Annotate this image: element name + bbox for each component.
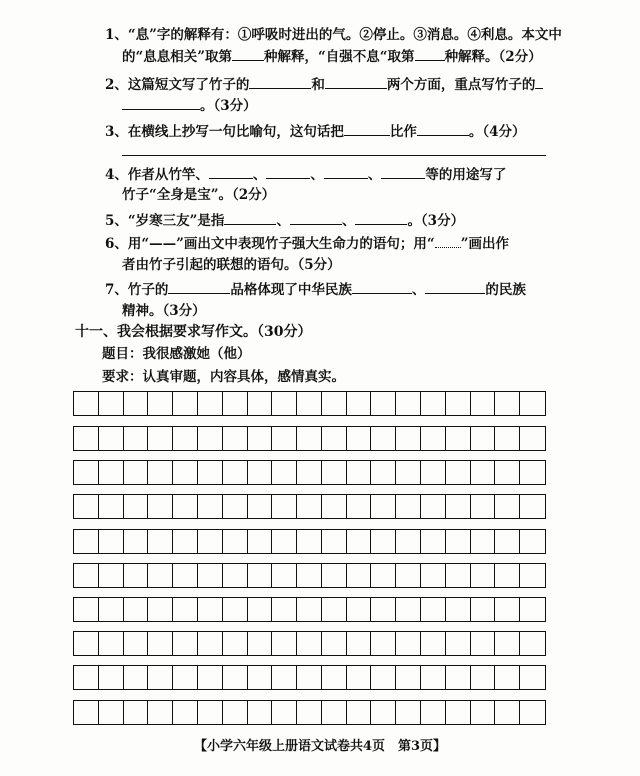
answer-blank[interactable] bbox=[249, 75, 311, 89]
grid-cell[interactable] bbox=[223, 427, 248, 450]
grid-cell[interactable] bbox=[520, 564, 545, 587]
answer-blank[interactable] bbox=[122, 96, 200, 110]
grid-row bbox=[73, 631, 546, 656]
grid-cell[interactable] bbox=[371, 427, 396, 450]
grid-row bbox=[73, 460, 546, 485]
grid-cell[interactable] bbox=[248, 392, 273, 415]
grid-cell[interactable] bbox=[198, 701, 223, 724]
question-1-line2: 的“息息相关”取第 种解释，“自强不息“取第 种解释。（2分） bbox=[122, 49, 542, 65]
grid-cell[interactable] bbox=[446, 598, 471, 621]
grid-cell[interactable] bbox=[124, 598, 149, 621]
grid-cell[interactable] bbox=[495, 701, 520, 724]
grid-cell[interactable] bbox=[471, 701, 496, 724]
grid-cell[interactable] bbox=[471, 666, 496, 689]
grid-cell[interactable] bbox=[124, 427, 149, 450]
grid-cell[interactable] bbox=[446, 530, 471, 553]
grid-cell[interactable] bbox=[297, 632, 322, 655]
grid-cell[interactable] bbox=[124, 632, 149, 655]
grid-cell[interactable] bbox=[471, 564, 496, 587]
grid-cell[interactable] bbox=[198, 598, 223, 621]
page-footer: 【小学六年级上册语文试卷共4页 第3页】 bbox=[193, 739, 447, 754]
grid-cell[interactable] bbox=[297, 427, 322, 450]
grid-cell[interactable] bbox=[520, 701, 545, 724]
grid-cell[interactable] bbox=[198, 530, 223, 553]
grid-cell[interactable] bbox=[446, 495, 471, 518]
grid-cell[interactable] bbox=[446, 461, 471, 484]
grid-cell[interactable] bbox=[99, 427, 124, 450]
answer-blank[interactable] bbox=[324, 165, 368, 179]
grid-cell[interactable] bbox=[297, 701, 322, 724]
grid-cell[interactable] bbox=[99, 701, 124, 724]
grid-cell[interactable] bbox=[396, 632, 421, 655]
grid-cell[interactable] bbox=[396, 461, 421, 484]
grid-cell[interactable] bbox=[347, 427, 372, 450]
grid-cell[interactable] bbox=[173, 427, 198, 450]
essay-requirement: 要求：认真审题，内容具体，感情真实。 bbox=[102, 369, 345, 385]
question-7-line1: 7、竹子的 品格体现了中华民族 、 的民族 bbox=[105, 282, 526, 298]
section-11-heading: 十一、我会根据要求写作文。（30分） bbox=[75, 324, 312, 340]
grid-cell[interactable] bbox=[272, 495, 297, 518]
grid-cell[interactable] bbox=[322, 427, 347, 450]
grid-cell[interactable] bbox=[421, 598, 446, 621]
grid-cell[interactable] bbox=[148, 530, 173, 553]
grid-cell[interactable] bbox=[446, 701, 471, 724]
grid-cell[interactable] bbox=[173, 495, 198, 518]
grid-cell[interactable] bbox=[99, 461, 124, 484]
grid-cell[interactable] bbox=[371, 666, 396, 689]
question-2-line1: 2、这篇短文写了竹子的 和 两个方面，重点写竹子的 bbox=[105, 75, 543, 94]
grid-cell[interactable] bbox=[495, 632, 520, 655]
answer-blank[interactable] bbox=[344, 122, 390, 136]
grid-cell[interactable] bbox=[173, 632, 198, 655]
answer-blank[interactable] bbox=[209, 165, 253, 179]
question-4-line2: 竹子“全身是宝”。（2分） bbox=[122, 187, 276, 203]
grid-cell[interactable] bbox=[347, 564, 372, 587]
grid-cell[interactable] bbox=[520, 530, 545, 553]
grid-cell[interactable] bbox=[74, 564, 99, 587]
grid-cell[interactable] bbox=[223, 392, 248, 415]
grid-cell[interactable] bbox=[148, 495, 173, 518]
grid-cell[interactable] bbox=[99, 598, 124, 621]
grid-cell[interactable] bbox=[99, 495, 124, 518]
grid-cell[interactable] bbox=[124, 495, 149, 518]
grid-cell[interactable] bbox=[396, 392, 421, 415]
grid-cell[interactable] bbox=[371, 530, 396, 553]
question-6-line1: 6、用“——”画出文中表现竹子强大生命力的语句；用“ ”画出作 bbox=[105, 236, 509, 252]
grid-cell[interactable] bbox=[198, 427, 223, 450]
grid-cell[interactable] bbox=[99, 666, 124, 689]
grid-row bbox=[73, 597, 546, 622]
grid-cell[interactable] bbox=[198, 495, 223, 518]
answer-blank[interactable] bbox=[266, 165, 310, 179]
grid-cell[interactable] bbox=[396, 495, 421, 518]
grid-cell[interactable] bbox=[148, 564, 173, 587]
grid-cell[interactable] bbox=[223, 530, 248, 553]
grid-cell[interactable] bbox=[297, 530, 322, 553]
grid-cell[interactable] bbox=[520, 392, 545, 415]
grid-row bbox=[73, 426, 546, 451]
answer-blank[interactable] bbox=[325, 75, 387, 89]
grid-row bbox=[73, 700, 546, 725]
question-5-line1: 5、“岁寒三友”是指 、 、 。（3分） bbox=[105, 213, 465, 229]
grid-cell[interactable] bbox=[248, 461, 273, 484]
question-4-line1: 4、作者从竹竿、 、 、 、 等的用途写了 bbox=[105, 167, 507, 183]
grid-cell[interactable] bbox=[471, 461, 496, 484]
grid-row bbox=[73, 529, 546, 554]
grid-cell[interactable] bbox=[371, 701, 396, 724]
grid-cell[interactable] bbox=[347, 392, 372, 415]
grid-cell[interactable] bbox=[272, 666, 297, 689]
grid-cell[interactable] bbox=[297, 564, 322, 587]
grid-cell[interactable] bbox=[396, 701, 421, 724]
grid-cell[interactable] bbox=[124, 392, 149, 415]
grid-cell[interactable] bbox=[74, 495, 99, 518]
grid-cell[interactable] bbox=[148, 461, 173, 484]
grid-cell[interactable] bbox=[223, 598, 248, 621]
essay-topic: 题目：我很感激她（他） bbox=[102, 346, 251, 362]
grid-cell[interactable] bbox=[198, 632, 223, 655]
grid-cell[interactable] bbox=[371, 495, 396, 518]
grid-cell[interactable] bbox=[99, 632, 124, 655]
grid-cell[interactable] bbox=[272, 564, 297, 587]
grid-cell[interactable] bbox=[74, 461, 99, 484]
grid-cell[interactable] bbox=[173, 564, 198, 587]
grid-cell[interactable] bbox=[371, 392, 396, 415]
grid-cell[interactable] bbox=[248, 564, 273, 587]
grid-cell[interactable] bbox=[347, 666, 372, 689]
grid-cell[interactable] bbox=[223, 701, 248, 724]
grid-cell[interactable] bbox=[322, 598, 347, 621]
grid-cell[interactable] bbox=[272, 461, 297, 484]
grid-cell[interactable] bbox=[272, 392, 297, 415]
grid-cell[interactable] bbox=[371, 461, 396, 484]
grid-cell[interactable] bbox=[124, 701, 149, 724]
grid-cell[interactable] bbox=[322, 632, 347, 655]
grid-cell[interactable] bbox=[297, 461, 322, 484]
grid-cell[interactable] bbox=[74, 632, 99, 655]
answer-blank[interactable] bbox=[425, 280, 485, 294]
grid-cell[interactable] bbox=[471, 392, 496, 415]
grid-cell[interactable] bbox=[173, 701, 198, 724]
grid-cell[interactable] bbox=[223, 495, 248, 518]
grid-cell[interactable] bbox=[322, 564, 347, 587]
question-2-line2: 。（3分） bbox=[122, 96, 257, 115]
grid-cell[interactable] bbox=[297, 666, 322, 689]
grid-cell[interactable] bbox=[248, 632, 273, 655]
grid-cell[interactable] bbox=[173, 530, 198, 553]
grid-cell[interactable] bbox=[198, 666, 223, 689]
grid-cell[interactable] bbox=[347, 495, 372, 518]
grid-cell[interactable] bbox=[148, 598, 173, 621]
grid-cell[interactable] bbox=[248, 598, 273, 621]
grid-cell[interactable] bbox=[74, 598, 99, 621]
answer-line[interactable] bbox=[122, 155, 546, 156]
grid-cell[interactable] bbox=[297, 598, 322, 621]
grid-cell[interactable] bbox=[396, 427, 421, 450]
grid-cell[interactable] bbox=[223, 564, 248, 587]
grid-cell[interactable] bbox=[124, 461, 149, 484]
grid-cell[interactable] bbox=[248, 530, 273, 553]
grid-cell[interactable] bbox=[272, 701, 297, 724]
grid-cell[interactable] bbox=[272, 530, 297, 553]
grid-cell[interactable] bbox=[396, 564, 421, 587]
answer-blank[interactable] bbox=[415, 47, 445, 61]
grid-cell[interactable] bbox=[148, 392, 173, 415]
grid-cell[interactable] bbox=[371, 564, 396, 587]
grid-cell[interactable] bbox=[396, 530, 421, 553]
grid-cell[interactable] bbox=[148, 427, 173, 450]
grid-cell[interactable] bbox=[495, 530, 520, 553]
grid-cell[interactable] bbox=[322, 701, 347, 724]
question-6-line2: 者由竹子引起的联想的语句。（5分） bbox=[122, 257, 341, 273]
grid-cell[interactable] bbox=[471, 495, 496, 518]
grid-cell[interactable] bbox=[446, 564, 471, 587]
grid-cell[interactable] bbox=[421, 666, 446, 689]
grid-cell[interactable] bbox=[421, 632, 446, 655]
grid-row bbox=[73, 665, 546, 690]
grid-cell[interactable] bbox=[74, 392, 99, 415]
grid-cell[interactable] bbox=[495, 564, 520, 587]
grid-cell[interactable] bbox=[520, 598, 545, 621]
grid-cell[interactable] bbox=[421, 495, 446, 518]
grid-cell[interactable] bbox=[248, 666, 273, 689]
grid-cell[interactable] bbox=[322, 530, 347, 553]
answer-blank[interactable] bbox=[355, 211, 407, 225]
grid-cell[interactable] bbox=[248, 427, 273, 450]
grid-cell[interactable] bbox=[297, 495, 322, 518]
grid-cell[interactable] bbox=[124, 564, 149, 587]
grid-cell[interactable] bbox=[173, 666, 198, 689]
grid-cell[interactable] bbox=[198, 461, 223, 484]
grid-cell[interactable] bbox=[396, 598, 421, 621]
grid-cell[interactable] bbox=[371, 598, 396, 621]
grid-cell[interactable] bbox=[148, 701, 173, 724]
grid-cell[interactable] bbox=[396, 666, 421, 689]
answer-blank[interactable] bbox=[417, 122, 469, 136]
grid-cell[interactable] bbox=[495, 598, 520, 621]
answer-blank[interactable] bbox=[381, 165, 425, 179]
grid-cell[interactable] bbox=[421, 392, 446, 415]
wavy-underline-mark bbox=[435, 237, 461, 248]
grid-cell[interactable] bbox=[74, 427, 99, 450]
grid-cell[interactable] bbox=[347, 461, 372, 484]
grid-cell[interactable] bbox=[520, 632, 545, 655]
grid-cell[interactable] bbox=[471, 427, 496, 450]
grid-cell[interactable] bbox=[74, 530, 99, 553]
grid-cell[interactable] bbox=[173, 461, 198, 484]
grid-cell[interactable] bbox=[124, 530, 149, 553]
grid-cell[interactable] bbox=[495, 461, 520, 484]
grid-cell[interactable] bbox=[421, 564, 446, 587]
grid-cell[interactable] bbox=[173, 392, 198, 415]
grid-cell[interactable] bbox=[99, 564, 124, 587]
grid-cell[interactable] bbox=[520, 666, 545, 689]
grid-cell[interactable] bbox=[471, 530, 496, 553]
question-3-line1: 3、在横线上抄写一句比喻句，这句话把 比作 。（4分） bbox=[105, 124, 526, 140]
grid-cell[interactable] bbox=[74, 666, 99, 689]
grid-cell[interactable] bbox=[495, 495, 520, 518]
grid-cell[interactable] bbox=[446, 666, 471, 689]
grid-cell[interactable] bbox=[347, 701, 372, 724]
grid-cell[interactable] bbox=[421, 701, 446, 724]
grid-cell[interactable] bbox=[223, 461, 248, 484]
grid-cell[interactable] bbox=[520, 427, 545, 450]
grid-cell[interactable] bbox=[272, 632, 297, 655]
answer-blank[interactable] bbox=[535, 75, 543, 89]
grid-cell[interactable] bbox=[297, 392, 322, 415]
grid-cell[interactable] bbox=[99, 530, 124, 553]
grid-cell[interactable] bbox=[173, 598, 198, 621]
grid-cell[interactable] bbox=[446, 427, 471, 450]
answer-blank[interactable] bbox=[232, 47, 264, 61]
grid-cell[interactable] bbox=[495, 427, 520, 450]
grid-cell[interactable] bbox=[322, 495, 347, 518]
grid-cell[interactable] bbox=[347, 530, 372, 553]
grid-cell[interactable] bbox=[446, 392, 471, 415]
grid-cell[interactable] bbox=[74, 701, 99, 724]
grid-row bbox=[73, 494, 546, 519]
grid-cell[interactable] bbox=[248, 495, 273, 518]
answer-blank[interactable] bbox=[352, 280, 412, 294]
answer-blank[interactable] bbox=[224, 211, 276, 225]
grid-cell[interactable] bbox=[99, 392, 124, 415]
grid-cell[interactable] bbox=[471, 632, 496, 655]
grid-cell[interactable] bbox=[148, 632, 173, 655]
grid-cell[interactable] bbox=[347, 598, 372, 621]
grid-cell[interactable] bbox=[223, 632, 248, 655]
answer-blank[interactable] bbox=[290, 211, 342, 225]
grid-cell[interactable] bbox=[421, 427, 446, 450]
grid-cell[interactable] bbox=[198, 564, 223, 587]
grid-row bbox=[73, 563, 546, 588]
grid-cell[interactable] bbox=[520, 495, 545, 518]
grid-cell[interactable] bbox=[520, 461, 545, 484]
grid-cell[interactable] bbox=[124, 666, 149, 689]
grid-cell[interactable] bbox=[322, 392, 347, 415]
grid-cell[interactable] bbox=[495, 666, 520, 689]
grid-row bbox=[73, 391, 546, 416]
grid-cell[interactable] bbox=[272, 427, 297, 450]
grid-cell[interactable] bbox=[421, 461, 446, 484]
grid-cell[interactable] bbox=[223, 666, 248, 689]
grid-cell[interactable] bbox=[495, 392, 520, 415]
grid-cell[interactable] bbox=[148, 666, 173, 689]
grid-cell[interactable] bbox=[322, 461, 347, 484]
grid-cell[interactable] bbox=[322, 666, 347, 689]
answer-blank[interactable] bbox=[168, 280, 230, 294]
grid-cell[interactable] bbox=[272, 598, 297, 621]
grid-cell[interactable] bbox=[347, 632, 372, 655]
grid-cell[interactable] bbox=[446, 632, 471, 655]
grid-cell[interactable] bbox=[421, 530, 446, 553]
grid-cell[interactable] bbox=[371, 632, 396, 655]
grid-cell[interactable] bbox=[198, 392, 223, 415]
grid-cell[interactable] bbox=[471, 598, 496, 621]
question-7-line2: 精神。（3分） bbox=[122, 303, 206, 319]
grid-cell[interactable] bbox=[248, 701, 273, 724]
question-1-line1: 1、“息”字的解释有：①呼吸时进出的气。②停止。③消息。④利息。本文中 bbox=[105, 27, 562, 43]
